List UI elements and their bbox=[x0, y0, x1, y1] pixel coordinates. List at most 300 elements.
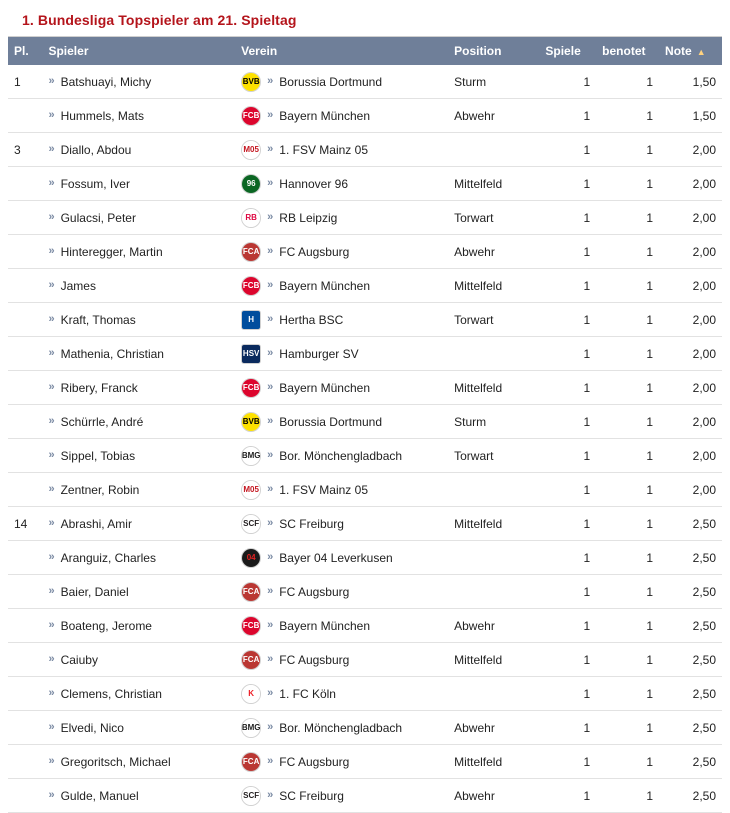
chevron-right-icon: » bbox=[267, 245, 274, 257]
chevron-right-icon: » bbox=[267, 347, 274, 359]
player-link[interactable]: Diallo, Abdou bbox=[60, 142, 132, 157]
cell-player bbox=[42, 371, 235, 405]
cell-rated: 1 bbox=[596, 405, 659, 439]
player-link[interactable]: Clemens, Christian bbox=[60, 686, 162, 701]
cell-position: Torwart bbox=[448, 201, 539, 235]
chevron-right-icon: » bbox=[267, 687, 274, 699]
cell-matches: 1 bbox=[539, 779, 596, 813]
cell-rated: 1 bbox=[596, 303, 659, 337]
table-row bbox=[8, 337, 722, 371]
chevron-right-icon: » bbox=[267, 75, 274, 87]
cell-rated: 1 bbox=[596, 269, 659, 303]
cell-position: Abwehr bbox=[448, 779, 539, 813]
cell-grade: 2,50 bbox=[659, 745, 722, 779]
chevron-right-icon: » bbox=[48, 415, 55, 427]
cell-player bbox=[42, 337, 235, 371]
cell-player bbox=[42, 745, 235, 779]
player-link[interactable]: James bbox=[60, 278, 96, 293]
cell-player bbox=[42, 201, 235, 235]
player-link[interactable]: Hinteregger, Martin bbox=[60, 244, 163, 259]
mainz-05-crest: M05 bbox=[241, 480, 261, 500]
chevron-right-icon: » bbox=[267, 789, 274, 801]
cell-position: Mittelfeld bbox=[448, 269, 539, 303]
cell-grade: 2,00 bbox=[659, 167, 722, 201]
chevron-right-icon: » bbox=[48, 755, 55, 767]
player-link[interactable]: Gulde, Manuel bbox=[60, 788, 139, 803]
chevron-right-icon: » bbox=[48, 551, 55, 563]
cell-position: Abwehr bbox=[448, 235, 539, 269]
cell-rated: 1 bbox=[596, 711, 659, 745]
cell-grade: 2,00 bbox=[659, 235, 722, 269]
cell-matches: 1 bbox=[539, 541, 596, 575]
cell-rank: 14 bbox=[8, 507, 42, 541]
table-row bbox=[8, 541, 722, 575]
table-row bbox=[8, 65, 722, 99]
cell-position: Torwart bbox=[448, 439, 539, 473]
table-row bbox=[8, 269, 722, 303]
cell-matches: 1 bbox=[539, 711, 596, 745]
hamburger-sv-crest: HSV bbox=[241, 344, 261, 364]
column-header-pl[interactable]: Pl. bbox=[8, 37, 42, 65]
cell-rank bbox=[8, 439, 42, 473]
cell-rated: 1 bbox=[596, 541, 659, 575]
bayern-muenchen-crest: FCB bbox=[241, 378, 261, 398]
cell-matches: 1 bbox=[539, 303, 596, 337]
cell-rated: 1 bbox=[596, 643, 659, 677]
chevron-right-icon: » bbox=[48, 653, 55, 665]
table-row bbox=[8, 303, 722, 337]
table-body bbox=[8, 65, 722, 813]
cell-club bbox=[235, 677, 448, 711]
cell-rank bbox=[8, 269, 42, 303]
cell-matches: 1 bbox=[539, 201, 596, 235]
cell-club bbox=[235, 745, 448, 779]
cell-player bbox=[42, 677, 235, 711]
chevron-right-icon: » bbox=[48, 721, 55, 733]
club-link[interactable]: FC Augsburg bbox=[279, 584, 350, 599]
player-link[interactable]: Abrashi, Amir bbox=[60, 516, 132, 531]
club-link[interactable]: SC Freiburg bbox=[279, 788, 344, 803]
table-row bbox=[8, 609, 722, 643]
cell-club bbox=[235, 167, 448, 201]
cell-position: Mittelfeld bbox=[448, 167, 539, 201]
cell-grade: 2,00 bbox=[659, 371, 722, 405]
bayern-muenchen-crest: FCB bbox=[241, 276, 261, 296]
cell-player bbox=[42, 167, 235, 201]
cell-rank bbox=[8, 371, 42, 405]
cell-club bbox=[235, 643, 448, 677]
cell-rank bbox=[8, 303, 42, 337]
cell-club bbox=[235, 575, 448, 609]
club-link[interactable]: 1. FSV Mainz 05 bbox=[279, 142, 368, 157]
fc-augsburg-crest: FCA bbox=[241, 582, 261, 602]
club-link[interactable]: Hamburger SV bbox=[279, 346, 359, 361]
cell-player bbox=[42, 609, 235, 643]
chevron-right-icon: » bbox=[48, 347, 55, 359]
topspieler-table bbox=[8, 37, 722, 813]
chevron-right-icon: » bbox=[48, 211, 55, 223]
table-row bbox=[8, 677, 722, 711]
club-link[interactable]: FC Augsburg bbox=[279, 754, 350, 769]
club-link[interactable]: Bayer 04 Leverkusen bbox=[279, 550, 393, 565]
chevron-right-icon: » bbox=[48, 619, 55, 631]
club-link[interactable]: FC Augsburg bbox=[279, 244, 350, 259]
chevron-right-icon: » bbox=[267, 619, 274, 631]
club-link[interactable]: Hannover 96 bbox=[279, 176, 348, 191]
cell-rated: 1 bbox=[596, 575, 659, 609]
cell-rated: 1 bbox=[596, 235, 659, 269]
column-header-spiele[interactable]: Spiele bbox=[539, 37, 596, 65]
table-row bbox=[8, 745, 722, 779]
cell-player bbox=[42, 303, 235, 337]
table-row bbox=[8, 235, 722, 269]
cell-club bbox=[235, 439, 448, 473]
cell-player bbox=[42, 65, 235, 99]
chevron-right-icon: » bbox=[267, 143, 274, 155]
rb-leipzig-crest: RB bbox=[241, 208, 261, 228]
borussia-dortmund-crest: BVB bbox=[241, 72, 261, 92]
cell-matches: 1 bbox=[539, 643, 596, 677]
cell-rank bbox=[8, 167, 42, 201]
cell-player bbox=[42, 133, 235, 167]
cell-rank bbox=[8, 473, 42, 507]
chevron-right-icon: » bbox=[267, 721, 274, 733]
cell-position: Abwehr bbox=[448, 711, 539, 745]
cell-matches: 1 bbox=[539, 167, 596, 201]
club-link[interactable]: Bayern München bbox=[279, 618, 371, 633]
cell-position: Abwehr bbox=[448, 609, 539, 643]
cell-matches: 1 bbox=[539, 269, 596, 303]
column-header-verein[interactable]: Verein bbox=[235, 37, 448, 65]
cell-grade: 2,50 bbox=[659, 677, 722, 711]
cell-position bbox=[448, 541, 539, 575]
cell-club bbox=[235, 269, 448, 303]
column-header-note-label: Note bbox=[665, 44, 692, 58]
page-title: 1. Bundesliga Topspieler am 21. Spieltag bbox=[22, 12, 297, 28]
club-link[interactable]: 1. FSV Mainz 05 bbox=[279, 482, 368, 497]
cell-grade: 2,00 bbox=[659, 439, 722, 473]
cell-grade: 2,00 bbox=[659, 337, 722, 371]
cell-club bbox=[235, 609, 448, 643]
table-header bbox=[8, 37, 722, 65]
fc-augsburg-crest: FCA bbox=[241, 650, 261, 670]
cell-rank bbox=[8, 541, 42, 575]
cell-grade: 2,00 bbox=[659, 133, 722, 167]
cell-rank bbox=[8, 745, 42, 779]
cell-matches: 1 bbox=[539, 745, 596, 779]
cell-rank bbox=[8, 711, 42, 745]
cell-player bbox=[42, 575, 235, 609]
cell-club bbox=[235, 201, 448, 235]
chevron-right-icon: » bbox=[48, 109, 55, 121]
fc-koeln-crest: K bbox=[241, 684, 261, 704]
chevron-right-icon: » bbox=[267, 313, 274, 325]
player-link[interactable]: Hummels, Mats bbox=[60, 108, 144, 123]
cell-rank bbox=[8, 235, 42, 269]
player-link[interactable]: Zentner, Robin bbox=[60, 482, 140, 497]
cell-grade: 1,50 bbox=[659, 99, 722, 133]
chevron-right-icon: » bbox=[48, 381, 55, 393]
cell-grade: 2,00 bbox=[659, 269, 722, 303]
player-link[interactable]: Baier, Daniel bbox=[60, 584, 129, 599]
chevron-right-icon: » bbox=[48, 279, 55, 291]
chevron-right-icon: » bbox=[48, 177, 55, 189]
club-link[interactable]: Borussia Dortmund bbox=[279, 74, 382, 89]
cell-club bbox=[235, 473, 448, 507]
cell-matches: 1 bbox=[539, 133, 596, 167]
club-link[interactable]: Bayern München bbox=[279, 278, 371, 293]
cell-matches: 1 bbox=[539, 677, 596, 711]
cell-matches: 1 bbox=[539, 99, 596, 133]
column-header-position[interactable]: Position bbox=[448, 37, 539, 65]
player-link[interactable]: Gulacsi, Peter bbox=[60, 210, 136, 225]
cell-matches: 1 bbox=[539, 65, 596, 99]
cell-position bbox=[448, 575, 539, 609]
cell-position: Sturm bbox=[448, 65, 539, 99]
column-header-note[interactable] bbox=[659, 37, 722, 65]
bayer-04-leverkusen-crest: 04 bbox=[241, 548, 261, 568]
cell-position bbox=[448, 133, 539, 167]
fc-augsburg-crest: FCA bbox=[241, 242, 261, 262]
cell-position: Mittelfeld bbox=[448, 745, 539, 779]
chevron-right-icon: » bbox=[267, 551, 274, 563]
cell-position bbox=[448, 677, 539, 711]
cell-matches: 1 bbox=[539, 507, 596, 541]
chevron-right-icon: » bbox=[267, 449, 274, 461]
cell-club bbox=[235, 405, 448, 439]
cell-position: Sturm bbox=[448, 405, 539, 439]
player-link[interactable]: Schürrle, André bbox=[60, 414, 144, 429]
cell-position bbox=[448, 473, 539, 507]
cell-club bbox=[235, 337, 448, 371]
player-link[interactable]: Boateng, Jerome bbox=[60, 618, 152, 633]
player-link[interactable]: Gregoritsch, Michael bbox=[60, 754, 171, 769]
chevron-right-icon: » bbox=[48, 75, 55, 87]
cell-club bbox=[235, 65, 448, 99]
cell-player bbox=[42, 507, 235, 541]
cell-rated: 1 bbox=[596, 609, 659, 643]
table-row bbox=[8, 473, 722, 507]
table-row bbox=[8, 371, 722, 405]
table-row bbox=[8, 201, 722, 235]
page-title-bar bbox=[8, 8, 722, 37]
player-link[interactable]: Kraft, Thomas bbox=[60, 312, 136, 327]
cell-rated: 1 bbox=[596, 65, 659, 99]
table-row bbox=[8, 133, 722, 167]
player-link[interactable]: Sippel, Tobias bbox=[60, 448, 136, 463]
chevron-right-icon: » bbox=[267, 109, 274, 121]
cell-player bbox=[42, 473, 235, 507]
chevron-right-icon: » bbox=[267, 755, 274, 767]
borussia-moenchengladbach-crest: BMG bbox=[241, 446, 261, 466]
cell-grade: 1,50 bbox=[659, 65, 722, 99]
player-link[interactable]: Elvedi, Nico bbox=[60, 720, 124, 735]
hertha-bsc-crest: H bbox=[241, 310, 261, 330]
cell-grade: 2,50 bbox=[659, 779, 722, 813]
cell-position: Mittelfeld bbox=[448, 643, 539, 677]
chevron-right-icon: » bbox=[48, 687, 55, 699]
cell-rank bbox=[8, 99, 42, 133]
cell-player bbox=[42, 541, 235, 575]
cell-grade: 2,50 bbox=[659, 541, 722, 575]
club-link[interactable]: Hertha BSC bbox=[279, 312, 344, 327]
chevron-right-icon: » bbox=[48, 585, 55, 597]
player-link[interactable]: Aranguiz, Charles bbox=[60, 550, 156, 565]
cell-club bbox=[235, 711, 448, 745]
cell-player bbox=[42, 711, 235, 745]
chevron-right-icon: » bbox=[267, 381, 274, 393]
player-link[interactable]: Batshuayi, Michy bbox=[60, 74, 152, 89]
cell-rated: 1 bbox=[596, 677, 659, 711]
chevron-right-icon: » bbox=[267, 517, 274, 529]
chevron-right-icon: » bbox=[48, 143, 55, 155]
cell-rated: 1 bbox=[596, 779, 659, 813]
cell-position: Mittelfeld bbox=[448, 507, 539, 541]
table-row bbox=[8, 779, 722, 813]
cell-position: Abwehr bbox=[448, 99, 539, 133]
cell-club bbox=[235, 507, 448, 541]
table-row bbox=[8, 643, 722, 677]
club-link[interactable]: Bor. Mönchengladbach bbox=[279, 720, 403, 735]
cell-rated: 1 bbox=[596, 439, 659, 473]
cell-grade: 2,00 bbox=[659, 405, 722, 439]
borussia-dortmund-crest: BVB bbox=[241, 412, 261, 432]
cell-matches: 1 bbox=[539, 235, 596, 269]
cell-rated: 1 bbox=[596, 371, 659, 405]
cell-matches: 1 bbox=[539, 337, 596, 371]
cell-matches: 1 bbox=[539, 405, 596, 439]
cell-rated: 1 bbox=[596, 473, 659, 507]
cell-rank bbox=[8, 405, 42, 439]
club-link[interactable]: 1. FC Köln bbox=[279, 686, 336, 701]
chevron-right-icon: » bbox=[267, 279, 274, 291]
player-link[interactable]: Fossum, Iver bbox=[60, 176, 130, 191]
sc-freiburg-crest: SCF bbox=[241, 514, 261, 534]
sort-ascending-icon[interactable]: ▲ bbox=[696, 46, 706, 57]
cell-player bbox=[42, 779, 235, 813]
chevron-right-icon: » bbox=[267, 177, 274, 189]
cell-player bbox=[42, 405, 235, 439]
chevron-right-icon: » bbox=[48, 449, 55, 461]
cell-club bbox=[235, 779, 448, 813]
hannover-96-crest: 96 bbox=[241, 174, 261, 194]
cell-rank bbox=[8, 609, 42, 643]
cell-position: Mittelfeld bbox=[448, 371, 539, 405]
chevron-right-icon: » bbox=[48, 483, 55, 495]
borussia-moenchengladbach-crest: BMG bbox=[241, 718, 261, 738]
mainz-05-crest: M05 bbox=[241, 140, 261, 160]
cell-matches: 1 bbox=[539, 609, 596, 643]
cell-rated: 1 bbox=[596, 133, 659, 167]
cell-grade: 2,50 bbox=[659, 609, 722, 643]
cell-rated: 1 bbox=[596, 99, 659, 133]
cell-rated: 1 bbox=[596, 745, 659, 779]
chevron-right-icon: » bbox=[48, 313, 55, 325]
cell-matches: 1 bbox=[539, 575, 596, 609]
cell-position: Torwart bbox=[448, 303, 539, 337]
cell-club bbox=[235, 371, 448, 405]
cell-club bbox=[235, 235, 448, 269]
club-link[interactable]: RB Leipzig bbox=[279, 210, 338, 225]
cell-club bbox=[235, 99, 448, 133]
cell-rank: 3 bbox=[8, 133, 42, 167]
cell-rated: 1 bbox=[596, 507, 659, 541]
cell-rank bbox=[8, 337, 42, 371]
cell-club bbox=[235, 541, 448, 575]
column-header-spieler[interactable]: Spieler bbox=[42, 37, 235, 65]
bayern-muenchen-crest: FCB bbox=[241, 616, 261, 636]
table-row bbox=[8, 99, 722, 133]
cell-matches: 1 bbox=[539, 473, 596, 507]
cell-rank: 1 bbox=[8, 65, 42, 99]
table-row bbox=[8, 405, 722, 439]
table-row bbox=[8, 711, 722, 745]
table-row bbox=[8, 575, 722, 609]
cell-player bbox=[42, 643, 235, 677]
cell-grade: 2,50 bbox=[659, 643, 722, 677]
cell-rank bbox=[8, 677, 42, 711]
sc-freiburg-crest: SCF bbox=[241, 786, 261, 806]
cell-grade: 2,50 bbox=[659, 507, 722, 541]
cell-grade: 2,50 bbox=[659, 575, 722, 609]
cell-rated: 1 bbox=[596, 167, 659, 201]
cell-rated: 1 bbox=[596, 201, 659, 235]
table-row bbox=[8, 507, 722, 541]
club-link[interactable]: SC Freiburg bbox=[279, 516, 344, 531]
cell-player bbox=[42, 269, 235, 303]
player-link[interactable]: Caiuby bbox=[60, 652, 98, 667]
cell-matches: 1 bbox=[539, 371, 596, 405]
cell-rated: 1 bbox=[596, 337, 659, 371]
cell-grade: 2,50 bbox=[659, 711, 722, 745]
cell-matches: 1 bbox=[539, 439, 596, 473]
chevron-right-icon: » bbox=[48, 789, 55, 801]
cell-rank bbox=[8, 643, 42, 677]
player-link[interactable]: Mathenia, Christian bbox=[60, 346, 164, 361]
fc-augsburg-crest: FCA bbox=[241, 752, 261, 772]
club-link[interactable]: Bor. Mönchengladbach bbox=[279, 448, 403, 463]
cell-position bbox=[448, 337, 539, 371]
cell-player bbox=[42, 99, 235, 133]
cell-club bbox=[235, 303, 448, 337]
club-link[interactable]: Borussia Dortmund bbox=[279, 414, 382, 429]
bayern-muenchen-crest: FCB bbox=[241, 106, 261, 126]
chevron-right-icon: » bbox=[267, 415, 274, 427]
table-row bbox=[8, 167, 722, 201]
cell-player bbox=[42, 439, 235, 473]
cell-grade: 2,00 bbox=[659, 201, 722, 235]
chevron-right-icon: » bbox=[267, 653, 274, 665]
club-link[interactable]: FC Augsburg bbox=[279, 652, 350, 667]
club-link[interactable]: Bayern München bbox=[279, 108, 371, 123]
cell-grade: 2,00 bbox=[659, 473, 722, 507]
table-row bbox=[8, 439, 722, 473]
column-header-benotet[interactable]: benotet bbox=[596, 37, 659, 65]
cell-club bbox=[235, 133, 448, 167]
club-link[interactable]: Bayern München bbox=[279, 380, 371, 395]
cell-grade: 2,00 bbox=[659, 303, 722, 337]
player-link[interactable]: Ribery, Franck bbox=[60, 380, 138, 395]
cell-rank bbox=[8, 201, 42, 235]
cell-player bbox=[42, 235, 235, 269]
chevron-right-icon: » bbox=[267, 585, 274, 597]
table-header-row bbox=[8, 37, 722, 65]
chevron-right-icon: » bbox=[48, 245, 55, 257]
chevron-right-icon: » bbox=[267, 211, 274, 223]
chevron-right-icon: » bbox=[48, 517, 55, 529]
cell-rank bbox=[8, 779, 42, 813]
cell-rank bbox=[8, 575, 42, 609]
